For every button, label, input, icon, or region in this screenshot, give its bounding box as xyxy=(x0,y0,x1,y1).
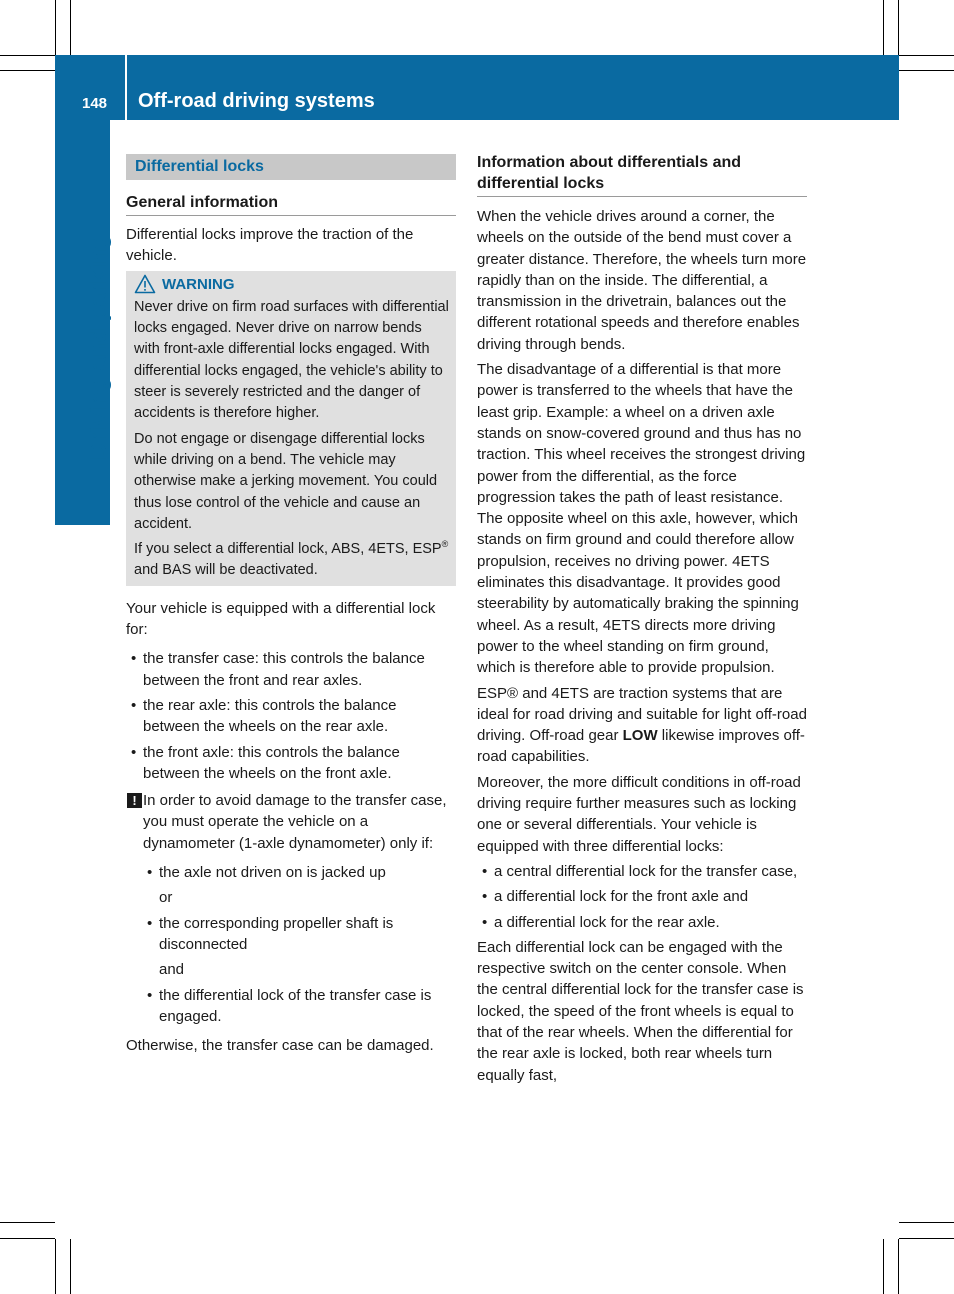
list-item: • a central differential lock for the transfer case, xyxy=(477,861,807,882)
crop-mark xyxy=(0,70,55,71)
warning-header xyxy=(134,274,449,295)
list-item: • the differential lock of the transfer case is engaged. xyxy=(142,985,456,1028)
warning-paragraph: Do not engage or disengage differential locks while driving on a bend. The vehicle may otherwise make a jerking movement. You could thus lose control of the vehicle and cause an accident. xyxy=(134,430,438,532)
crop-mark xyxy=(899,70,954,71)
crop-mark xyxy=(70,1239,71,1294)
note-list xyxy=(126,985,456,1028)
crop-mark xyxy=(883,0,884,55)
warning-box xyxy=(126,271,456,586)
note-list xyxy=(126,862,456,883)
conjunction: or xyxy=(159,889,173,907)
body-paragraph: When the vehicle drives around a corner, the wheels on the outside of the bend must cover a greater distance. Therefore, the wheels turn more rapidly than on the inside. The differential, a transmission in the drivetrain, balances out the different rotational speeds and therefore enables driving through bends. xyxy=(477,208,807,353)
note-text: In order to avoid damage to the transfer case, you must operate the vehicle on a dynamometer (1-axle dynamometer) only if: xyxy=(143,792,447,852)
warning-paragraph: If you select a differential lock, ABS, 4ETS, ESP® and BAS will be deactivated. xyxy=(134,539,449,579)
equipped-paragraph: Your vehicle is equipped with a differential lock for: xyxy=(126,599,436,639)
left-column xyxy=(126,154,456,1060)
otherwise-paragraph: Otherwise, the transfer case can be damaged. xyxy=(126,1037,434,1055)
list-item: • the front axle: this controls the balance between the wheels on the front axle. xyxy=(126,742,456,785)
page-number: 148 xyxy=(82,95,108,112)
body-paragraph: ESP® and 4ETS are traction systems that are ideal for road driving and suitable for light off-road driving. Off-road gear LOW likewise improves off-road capabilities. xyxy=(477,684,807,766)
crop-mark xyxy=(70,0,71,55)
chapter-label: Driving and parking xyxy=(85,234,112,460)
crop-mark xyxy=(55,1239,56,1294)
note-block xyxy=(126,790,456,854)
list-item: • a differential lock for the front axle and xyxy=(477,886,807,907)
warning-paragraph: Never drive on firm road surfaces with differential locks engaged. Never drive on narrow bends with front-axle differential locks engaged. With differential locks engaged, the vehicle's ability to steer is severely restricted and the danger of accidents is therefore higher. xyxy=(134,298,449,422)
crop-mark xyxy=(883,1239,884,1294)
list-item: • the rear axle: this controls the balance between the wheels on the rear axle. xyxy=(126,695,456,738)
list-item: • the transfer case: this controls the balance between the front and rear axles. xyxy=(126,648,456,691)
right-column xyxy=(477,152,807,1090)
equip-list xyxy=(126,648,456,784)
body-paragraph: Each differential lock can be engaged with the respective switch on the center console. When the central differential lock for the transfer case is locked, the speed of the front wheels is equal to that of the rear wheels. When the differential for the rear axle is locked, both rear wheels turn equally fast, xyxy=(477,938,804,1084)
subsection-heading: Information about differentials and differential locks xyxy=(477,152,807,197)
note-list xyxy=(126,913,456,956)
intro-paragraph: Differential locks improve the traction of the vehicle. xyxy=(126,226,414,265)
crop-mark xyxy=(899,1238,954,1239)
crop-mark xyxy=(898,1239,899,1294)
warning-label: WARNING xyxy=(162,275,235,293)
crop-mark xyxy=(898,0,899,55)
page-title: Off-road driving systems xyxy=(138,90,375,112)
crop-mark xyxy=(0,1238,55,1239)
crop-mark xyxy=(899,1222,954,1223)
crop-mark xyxy=(55,0,56,55)
crop-mark xyxy=(899,55,954,56)
crop-mark xyxy=(0,1222,55,1223)
section-title: Differential locks xyxy=(126,154,456,180)
crop-mark xyxy=(0,55,55,56)
conjunction: and xyxy=(159,961,185,979)
list-item: • the axle not driven on is jacked up xyxy=(142,862,456,883)
warning-triangle-icon xyxy=(134,274,156,294)
body-paragraph: The disadvantage of a differential is that more power is transferred to the wheels that have the least grip. Example: a wheel on a driven axle stands on snow-covered ground and thus has no traction. This wheel receives the strongest driving power from the differential, as the force progression takes the path of least resistance. The opposite wheel on this axle, however, which stands on firm ground and could therefore allow propulsion, receives no driving power. 4ETS eliminates this disadvantage. It provides good steerability by automatically braking the spinning wheel. As a result, 4ETS directs more driving power to the wheel standing on firm ground, which is therefore able to provide propulsion. xyxy=(477,361,806,677)
exclamation-icon: ! xyxy=(127,793,142,808)
subsection-heading: General information xyxy=(126,192,456,216)
list-item: • the corresponding propeller shaft is disconnected xyxy=(142,913,456,956)
header-divider xyxy=(125,55,127,120)
lock-list xyxy=(477,861,807,933)
list-item: • a differential lock for the rear axle. xyxy=(477,912,807,933)
body-paragraph: Moreover, the more difficult conditions in off-road driving require further measures such as locking one or several differentials. Your vehicle is equipped with three differential locks: xyxy=(477,773,801,855)
